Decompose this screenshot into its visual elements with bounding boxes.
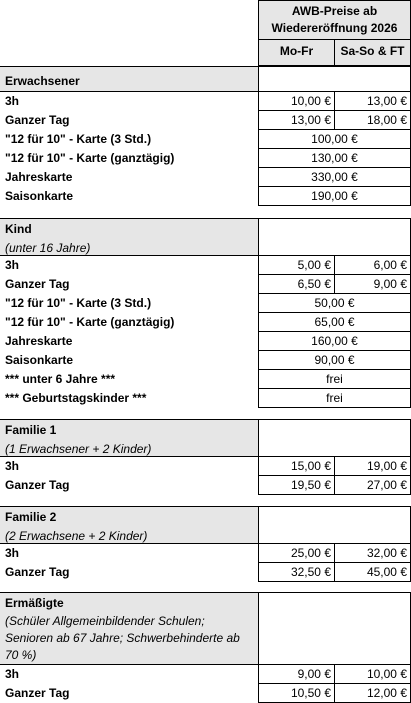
price-single: 50,00 € xyxy=(258,294,411,313)
row-label: Saisonkarte xyxy=(5,353,74,367)
header-row xyxy=(0,0,411,40)
price-row xyxy=(0,130,411,149)
price-weekday: 25,00 € xyxy=(258,544,334,563)
price-row xyxy=(0,149,411,168)
price-weekend: 19,00 € xyxy=(334,457,411,476)
section-header-child xyxy=(0,218,411,256)
price-row xyxy=(0,684,411,703)
row-label: 3h xyxy=(5,94,20,108)
price-weekend: 45,00 € xyxy=(334,563,411,582)
row-label: "12 für 10" - Karte (3 Std.) xyxy=(5,132,152,146)
row-label: Ganzer Tag xyxy=(5,277,70,291)
section-title-cell xyxy=(0,419,258,457)
row-label: "12 für 10" - Karte (3 Std.) xyxy=(5,296,152,310)
row-label: Saisonkarte xyxy=(5,189,74,203)
row-label: "12 für 10" - Karte (ganztägig) xyxy=(5,315,175,329)
section-title-cell xyxy=(0,506,258,544)
row-label: Ganzer Tag xyxy=(5,565,70,579)
column-header-weekend: Sa-So & FT xyxy=(334,40,411,66)
column-header-row xyxy=(0,40,411,66)
price-weekend: 9,00 € xyxy=(334,275,411,294)
price-weekday: 9,00 € xyxy=(258,665,334,684)
price-row xyxy=(0,168,411,187)
price-single: frei xyxy=(258,389,411,408)
section-title-cell xyxy=(0,218,258,256)
price-single: frei xyxy=(258,370,411,389)
row-label: Ganzer Tag xyxy=(5,113,70,127)
row-label: 3h xyxy=(5,258,20,272)
price-row xyxy=(0,665,411,684)
section-title-cell xyxy=(0,66,258,92)
price-weekday: 10,50 € xyxy=(258,684,334,703)
price-weekday: 5,00 € xyxy=(258,256,334,275)
section-price-spacer xyxy=(258,66,411,92)
price-weekday: 10,00 € xyxy=(258,92,334,111)
section-title: Erwachsener xyxy=(5,74,80,88)
price-weekday: 15,00 € xyxy=(258,457,334,476)
section-header-adult xyxy=(0,66,411,92)
price-weekend: 13,00 € xyxy=(334,92,411,111)
price-weekday: 6,50 € xyxy=(258,275,334,294)
section-price-spacer xyxy=(258,218,411,256)
section-price-spacer xyxy=(258,506,411,544)
row-label: Ganzer Tag xyxy=(5,478,70,492)
price-row xyxy=(0,457,411,476)
price-weekend: 18,00 € xyxy=(334,111,411,130)
column-header-weekday: Mo-Fr xyxy=(258,40,334,66)
row-label: *** Geburtstagskinder *** xyxy=(5,391,147,405)
row-label: 3h xyxy=(5,459,20,473)
price-row xyxy=(0,476,411,495)
row-label: *** unter 6 Jahre *** xyxy=(5,372,116,386)
row-label: 3h xyxy=(5,667,20,681)
price-row xyxy=(0,187,411,206)
row-label: "12 für 10" - Karte (ganztägig) xyxy=(5,151,175,165)
price-row xyxy=(0,563,411,582)
section-price-spacer xyxy=(258,592,411,665)
price-weekday: 13,00 € xyxy=(258,111,334,130)
price-row xyxy=(0,92,411,111)
row-label: Ganzer Tag xyxy=(5,686,70,700)
price-weekday: 19,50 € xyxy=(258,476,334,495)
section-header-family-2 xyxy=(0,506,411,544)
price-weekday: 32,50 € xyxy=(258,563,334,582)
price-row xyxy=(0,389,411,408)
section-title: Ermäßigte xyxy=(5,596,64,610)
price-single: 130,00 € xyxy=(258,149,411,168)
section-title-cell xyxy=(0,592,258,665)
price-single: 190,00 € xyxy=(258,187,411,206)
price-weekend: 12,00 € xyxy=(334,684,411,703)
section-header-family-1 xyxy=(0,419,411,457)
price-table-title: AWB-Preise ab Wiedereröffnung 2026 xyxy=(258,0,411,40)
price-single: 100,00 € xyxy=(258,130,411,149)
price-row xyxy=(0,544,411,563)
price-single: 65,00 € xyxy=(258,313,411,332)
section-title: Familie 1 xyxy=(5,423,57,437)
section-title: Familie 2 xyxy=(5,510,57,524)
price-single: 90,00 € xyxy=(258,351,411,370)
price-weekend: 6,00 € xyxy=(334,256,411,275)
section-note: (1 Erwachsener + 2 Kinder) xyxy=(5,442,152,456)
section-note: (2 Erwachsene + 2 Kinder) xyxy=(5,529,148,543)
price-row xyxy=(0,294,411,313)
price-row xyxy=(0,111,411,130)
price-row xyxy=(0,256,411,275)
price-single: 330,00 € xyxy=(258,168,411,187)
row-label: Jahreskarte xyxy=(5,334,73,348)
price-row xyxy=(0,275,411,294)
price-weekend: 10,00 € xyxy=(334,665,411,684)
section-note: (unter 16 Jahre) xyxy=(5,241,91,255)
price-row xyxy=(0,313,411,332)
section-price-spacer xyxy=(258,419,411,457)
price-row xyxy=(0,351,411,370)
price-weekend: 27,00 € xyxy=(334,476,411,495)
price-row xyxy=(0,370,411,389)
row-label: Jahreskarte xyxy=(5,170,73,184)
price-weekend: 32,00 € xyxy=(334,544,411,563)
price-row xyxy=(0,332,411,351)
row-label: 3h xyxy=(5,546,20,560)
price-single: 160,00 € xyxy=(258,332,411,351)
section-title: Kind xyxy=(5,222,32,236)
section-note: (Schüler Allgemeinbildender Schulen; Senioren ab 67 Jahre; Schwerbehinderte ab 70 %) xyxy=(5,614,240,662)
section-header-reduced xyxy=(0,592,411,665)
